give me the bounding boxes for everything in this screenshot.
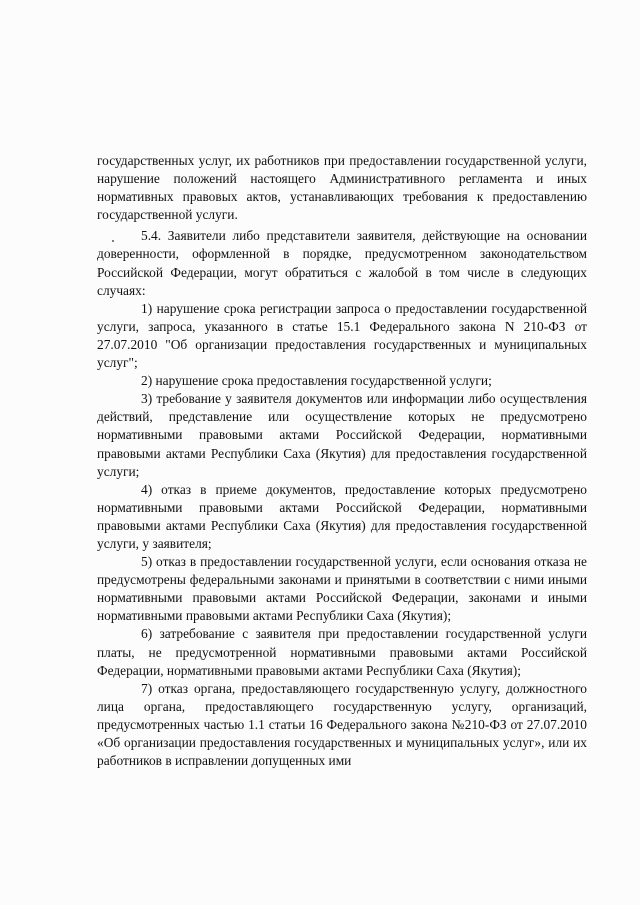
list-item-4: 4) отказ в приеме документов, предоставление которых предусмотрено нормативными правовыми актами Российской Федерации, нормативными правовыми актами Республики Саха (Якутия) для предоставления государственной услуги, у заявителя; xyxy=(97,481,587,551)
list-item-1: 1) нарушение срока регистрации запроса о предоставлении государственной услуги, запроса, указанного в статье 15.1 Федерального закона N 210-ФЗ от 27.07.2010 "Об организации предоставления государственных и муниципальных услуг"; xyxy=(97,300,587,371)
list-item-3: 3) требование у заявителя документов или информации либо осуществления действий, представление или осуществление которых не предусмотрено нормативными правовыми актами Российской Федерации, нормативными правовыми актами Республики Саха (Якутия) для предоставления государственной услуги; xyxy=(97,391,587,479)
document-body xyxy=(97,152,587,770)
paragraph-5-4: 5.4. Заявители либо представители заявителя, действующие на основании доверенности, оформленной в порядке, предусмотренном законодательством Российской Федерации, могут обратиться с жалобой в том числе в следующих случаях: xyxy=(97,228,587,298)
list-item-5: 5) отказ в предоставлении государственной услуги, если основания отказа не предусмотрены федеральными законами и принятыми в соответствии с ними иными нормативными правовыми актами Российской Федерации, законами и иными нормативными правовыми актами Республики Саха (Якутия); xyxy=(97,554,587,624)
list-item-7: 7) отказ органа, предоставляющего государственную услугу, должностного лица органа, предоставляющего государственную услугу, организаций, предусмотренных частью 1.1 статьи 16 Федерального закона №210-ФЗ от 27.07.2010 «Об организации предоставления государственных и муниципальных услуг», или их работников в исправлении допущенных ими xyxy=(97,680,587,769)
list-item-2: 2) нарушение срока предоставления государственной услуги; xyxy=(141,373,492,389)
list-item-6: 6) затребование с заявителя при предоставлении государственной услуги платы, не предусмотренной нормативными правовыми актами Российской Федерации, нормативными правовыми актами Республики Саха (Якутия); xyxy=(97,626,587,678)
paragraph-continuation: государственных услуг, их работников при предоставлении государственной услуги, нарушение положений настоящего Административного регламента и иных нормативных правовых актов, устанавливающих требования к предоставлению государственной услуги. xyxy=(97,153,587,223)
